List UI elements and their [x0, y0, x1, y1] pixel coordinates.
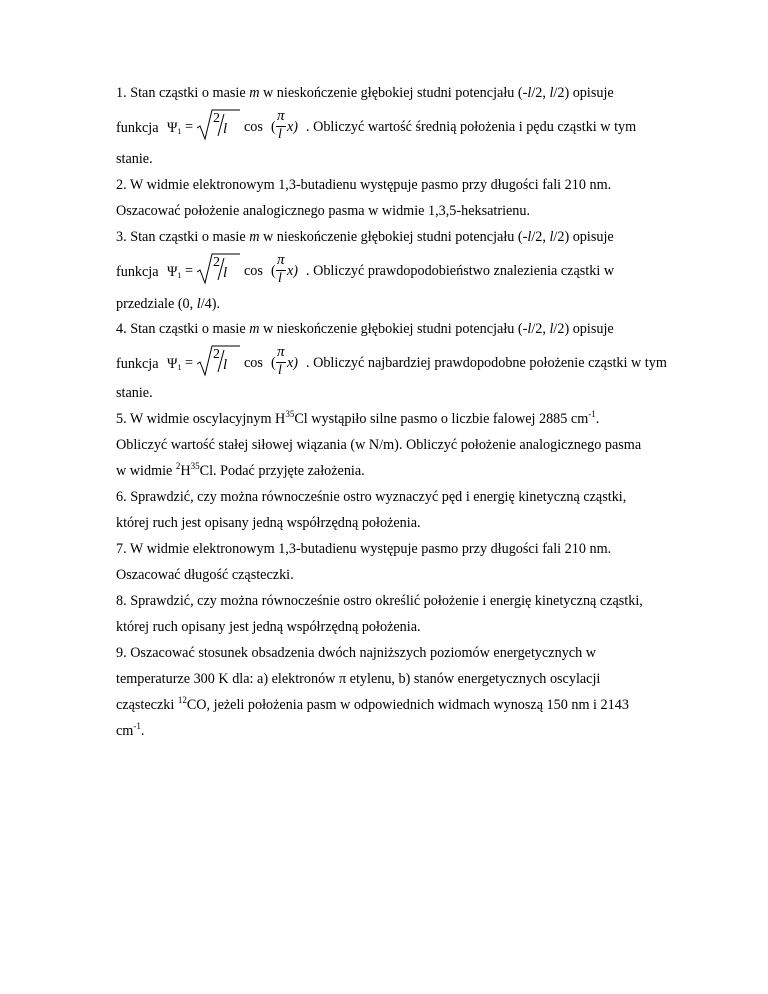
problem-9-line-2: temperaturze 300 K dla: a) elektronów π etylenu, b) stanów energetycznych oscylacji: [116, 671, 601, 687]
problem-1-formula: [116, 108, 676, 144]
pi-numerator: π: [277, 108, 285, 124]
fraction-denominator: l: [223, 121, 228, 137]
l-denominator: l: [278, 127, 282, 142]
fraction-numerator: 2: [213, 347, 220, 362]
x-variable: x): [287, 263, 299, 279]
problem-1-line-1: 1. Stan cząstki o masie m w nieskończenie głębokiej studni potencjału (-l/2, l/2) opisuje: [116, 85, 614, 101]
x-variable: x): [287, 119, 299, 135]
fraction-denominator: l: [223, 357, 228, 373]
cos-function: cos: [244, 263, 263, 279]
problem-2-line-2: Oszacować położenie analogicznego pasma w widmie 1,3,5-heksatrienu.: [116, 203, 531, 219]
pi-numerator: π: [277, 344, 285, 360]
problem-5-line-2: Obliczyć wartość stałej siłowej wiązania (w N/m). Obliczyć położenie analogicznego pasma: [116, 437, 642, 453]
open-paren: (: [271, 263, 276, 279]
l-denominator: l: [278, 363, 282, 378]
problem-4-line-1: 4. Stan cząstki o masie m w nieskończenie głębokiej studni potencjału (-l/2, l/2) opisuje: [116, 321, 614, 337]
open-paren: (: [271, 355, 276, 371]
x-variable: x): [287, 355, 299, 371]
formula-word: funkcja: [116, 264, 159, 280]
equals-sign: =: [185, 355, 194, 371]
open-paren: (: [271, 119, 276, 135]
cos-function: cos: [244, 119, 263, 135]
problem-4-formula-rest: . Obliczyć najbardziej prawdopodobne położenie cząstki w tym: [306, 355, 667, 371]
problem-2-line-1: 2. W widmie elektronowym 1,3-butadienu występuje pasmo przy długości fali 210 nm.: [116, 177, 612, 193]
psi-symbol: $\Psi_1$: [167, 356, 182, 372]
problem-8-line-2: której ruch opisany jest jedną współrzędną położenia.: [116, 619, 421, 635]
problem-4-formula: [116, 344, 676, 380]
problem-1-formula-rest: . Obliczyć wartość średnią położenia i pędu cząstki w tym: [306, 119, 637, 135]
problem-7-line-1: 7. W widmie elektronowym 1,3-butadienu występuje pasmo przy długości fali 210 nm.: [116, 541, 612, 557]
problem-9-line-1: 9. Oszacować stosunek obsadzenia dwóch najniższych poziomów energetycznych w: [116, 645, 596, 661]
problem-7-line-2: Oszacować długość cząsteczki.: [116, 567, 294, 583]
problem-6-line-1: 6. Sprawdzić, czy można równocześnie ostro wyznaczyć pęd i energię kinetyczną cząstki,: [116, 489, 627, 505]
fraction-denominator: l: [223, 265, 228, 281]
formula-word: funkcja: [116, 120, 159, 136]
pi-numerator: π: [277, 252, 285, 268]
equals-sign: =: [185, 263, 194, 279]
problem-9-line-4: $cm^{-1}$.: [116, 721, 145, 739]
fraction-numerator: 2: [213, 255, 220, 270]
psi-symbol: $\Psi_1$: [167, 120, 182, 136]
problem-4-line-3: stanie.: [116, 385, 153, 401]
psi-symbol: $\Psi_1$: [167, 264, 182, 280]
fraction-numerator: 2: [213, 111, 220, 126]
problem-3-formula-rest: . Obliczyć prawdopodobieństwo znalezienia cząstki w: [306, 263, 615, 279]
problem-9-line-3: cząsteczki $^{12}$CO, jeżeli położenia pasm w odpowiednich widmach wynoszą 150 nm i 2143: [116, 695, 629, 713]
problem-5-line-1: 5. W widmie oscylacyjnym $H^{35}Cl$ wystąpiło silne pasmo o liczbie falowej 2885 $cm^{-1}$.: [116, 409, 600, 427]
problem-6-line-2: której ruch jest opisany jedną współrzędną położenia.: [116, 515, 421, 531]
problem-5-line-3: w widmie $^2H^{35}Cl$. Podać przyjęte założenia.: [116, 461, 365, 479]
problem-3-line-3: przedziale (0, l/4).: [116, 296, 221, 312]
problem-3-line-1: 3. Stan cząstki o masie m w nieskończenie głębokiej studni potencjału (-l/2, l/2) opisuje: [116, 229, 614, 245]
equals-sign: =: [185, 119, 194, 135]
problem-1-line-3: stanie.: [116, 151, 153, 167]
formula-word: funkcja: [116, 356, 159, 372]
cos-function: cos: [244, 355, 263, 371]
l-denominator: l: [278, 271, 282, 286]
problem-3-formula: [116, 252, 676, 288]
problem-8-line-1: 8. Sprawdzić, czy można równocześnie ostro określić położenie i energię kinetyczną cząstki,: [116, 593, 643, 609]
